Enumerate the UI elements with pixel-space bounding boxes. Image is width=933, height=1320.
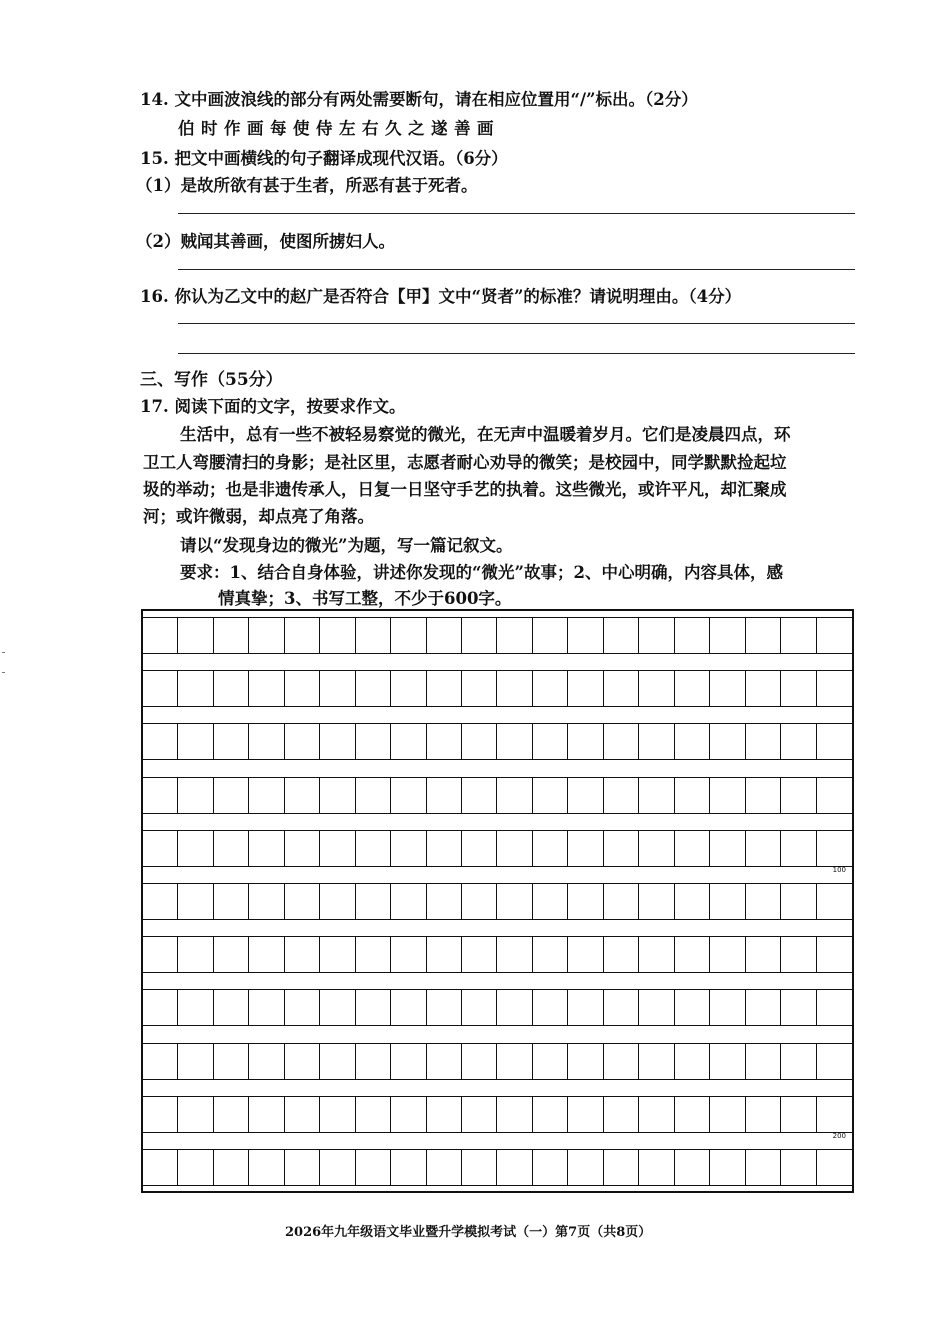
grid-cell[interactable] — [675, 990, 710, 1025]
grid-cell[interactable] — [568, 884, 603, 919]
grid-cell[interactable] — [249, 618, 284, 653]
grid-cell[interactable] — [427, 884, 462, 919]
grid-cell[interactable] — [533, 778, 568, 813]
grid-cell[interactable] — [817, 671, 852, 706]
grid-cell[interactable] — [498, 778, 533, 813]
grid-cell[interactable] — [568, 724, 603, 759]
grid-cell[interactable] — [710, 1097, 745, 1132]
grid-cell[interactable] — [817, 1150, 852, 1185]
grid-cell[interactable] — [178, 1044, 213, 1079]
grid-cell[interactable] — [391, 778, 426, 813]
grid-cell[interactable] — [710, 724, 745, 759]
grid-cell[interactable] — [249, 884, 284, 919]
grid-cell[interactable] — [568, 1097, 603, 1132]
grid-cell[interactable] — [639, 778, 674, 813]
grid-cell[interactable] — [356, 778, 391, 813]
grid-cell[interactable] — [746, 1150, 781, 1185]
composition-grid[interactable] — [141, 609, 854, 1193]
grid-cell[interactable] — [604, 724, 639, 759]
grid-cell[interactable] — [781, 671, 816, 706]
grid-cell[interactable] — [391, 1097, 426, 1132]
grid-cell[interactable] — [356, 618, 391, 653]
grid-cell[interactable] — [568, 1044, 603, 1079]
grid-cell[interactable] — [391, 884, 426, 919]
grid-cell[interactable] — [817, 990, 852, 1025]
grid-cell[interactable] — [214, 724, 249, 759]
prompt-paragraph-line: 河；或许微弱，却点亮了角落。 — [143, 507, 374, 526]
answer-line-15-1[interactable] — [178, 213, 855, 214]
grid-cell[interactable] — [143, 990, 178, 1025]
grid-cell[interactable] — [533, 1044, 568, 1079]
grid-cell[interactable] — [533, 618, 568, 653]
grid-cell[interactable] — [178, 724, 213, 759]
grid-cell[interactable] — [427, 671, 462, 706]
grid-cell[interactable] — [710, 884, 745, 919]
grid-cell[interactable] — [533, 831, 568, 866]
grid-cell[interactable] — [356, 990, 391, 1025]
grid-cell[interactable] — [746, 778, 781, 813]
grid-cell[interactable] — [285, 1150, 320, 1185]
grid-cell[interactable] — [356, 1097, 391, 1132]
grid-cell[interactable] — [427, 990, 462, 1025]
grid-cell[interactable] — [249, 937, 284, 972]
question-15-item-1: （1）是故所欲有甚于生者，所恶有甚于死者。 — [136, 176, 478, 195]
grid-cell[interactable] — [675, 724, 710, 759]
grid-row — [143, 936, 852, 973]
grid-cell[interactable] — [427, 1044, 462, 1079]
grid-cell[interactable] — [710, 1150, 745, 1185]
grid-row — [143, 1096, 852, 1133]
grid-cell[interactable] — [675, 671, 710, 706]
grid-cell[interactable] — [604, 1097, 639, 1132]
grid-cell[interactable] — [533, 990, 568, 1025]
page-footer: 2026年九年级语文毕业暨升学模拟考试（一）第7页（共8页） — [285, 1225, 652, 1240]
grid-cell[interactable] — [675, 937, 710, 972]
grid-cell[interactable] — [498, 1044, 533, 1079]
grid-cell[interactable] — [462, 1150, 497, 1185]
grid-cell[interactable] — [143, 1097, 178, 1132]
section-writing-title: 三、写作（55分） — [140, 370, 283, 390]
grid-cell[interactable] — [320, 1150, 355, 1185]
grid-cell[interactable] — [746, 937, 781, 972]
grid-cell[interactable] — [143, 1150, 178, 1185]
grid-cell[interactable] — [249, 990, 284, 1025]
grid-row — [143, 883, 852, 920]
grid-cell[interactable] — [356, 1150, 391, 1185]
grid-cell[interactable] — [604, 1150, 639, 1185]
grid-cell[interactable] — [604, 937, 639, 972]
grid-cell[interactable] — [214, 618, 249, 653]
grid-cell[interactable] — [427, 1150, 462, 1185]
grid-cell[interactable] — [604, 671, 639, 706]
grid-cell[interactable] — [604, 990, 639, 1025]
grid-row — [143, 989, 852, 1026]
grid-row — [143, 617, 852, 654]
grid-cell[interactable] — [214, 831, 249, 866]
grid-cell[interactable] — [604, 831, 639, 866]
grid-cell[interactable] — [285, 671, 320, 706]
grid-cell[interactable] — [639, 1150, 674, 1185]
grid-cell[interactable] — [427, 1097, 462, 1132]
grid-row — [143, 1149, 852, 1186]
grid-cell[interactable] — [143, 884, 178, 919]
grid-cell[interactable] — [285, 1097, 320, 1132]
grid-cell[interactable] — [462, 724, 497, 759]
grid-cell[interactable] — [675, 1097, 710, 1132]
grid-cell[interactable] — [178, 831, 213, 866]
grid-cell[interactable] — [639, 671, 674, 706]
grid-cell[interactable] — [391, 618, 426, 653]
grid-cell[interactable] — [568, 618, 603, 653]
grid-cell[interactable] — [498, 990, 533, 1025]
grid-cell[interactable] — [781, 618, 816, 653]
grid-cell[interactable] — [356, 1044, 391, 1079]
grid-cell[interactable] — [675, 618, 710, 653]
grid-cell[interactable] — [249, 1150, 284, 1185]
grid-cell[interactable] — [781, 1044, 816, 1079]
grid-cell[interactable] — [427, 618, 462, 653]
grid-cell[interactable] — [817, 937, 852, 972]
grid-cell[interactable] — [285, 884, 320, 919]
grid-cell[interactable] — [462, 884, 497, 919]
grid-cell[interactable] — [143, 778, 178, 813]
grid-cell[interactable] — [498, 884, 533, 919]
grid-cell[interactable] — [817, 1044, 852, 1079]
question-14-passage: 伯时作画每使侍左右久之遂善画 — [178, 119, 500, 138]
grid-cell[interactable] — [781, 1097, 816, 1132]
grid-cell[interactable] — [320, 884, 355, 919]
grid-cell[interactable] — [746, 1044, 781, 1079]
writing-requirements-line-2: 情真挚；3、书写工整，不少于600字。 — [218, 589, 512, 608]
grid-cell[interactable] — [817, 778, 852, 813]
grid-cell[interactable] — [214, 1097, 249, 1132]
grid-row — [143, 670, 852, 707]
grid-cell[interactable] — [498, 1097, 533, 1132]
grid-cell[interactable] — [320, 671, 355, 706]
prompt-paragraph-line: 圾的举动；也是非遗传承人，日复一日坚守手艺的执着。这些微光，或许平凡，却汇聚成 — [143, 480, 787, 499]
grid-cell[interactable] — [356, 884, 391, 919]
grid-cell[interactable] — [143, 831, 178, 866]
grid-cell[interactable] — [710, 1044, 745, 1079]
grid-row — [143, 723, 852, 760]
grid-cell[interactable] — [639, 618, 674, 653]
answer-line-16-2[interactable] — [178, 353, 855, 354]
grid-cell[interactable] — [781, 990, 816, 1025]
grid-cell[interactable] — [320, 831, 355, 866]
grid-cell[interactable] — [710, 990, 745, 1025]
grid-cell[interactable] — [462, 831, 497, 866]
grid-cell[interactable] — [746, 671, 781, 706]
grid-cell[interactable] — [214, 990, 249, 1025]
question-17-prompt: 17. 阅读下面的文字，按要求作文。 — [140, 397, 406, 416]
grid-cell[interactable] — [639, 1097, 674, 1132]
grid-cell[interactable] — [391, 937, 426, 972]
grid-cell[interactable] — [285, 1044, 320, 1079]
grid-cell[interactable] — [533, 937, 568, 972]
grid-row — [143, 1043, 852, 1080]
answer-line-15-2[interactable] — [178, 269, 855, 270]
grid-cell[interactable] — [710, 671, 745, 706]
grid-cell[interactable] — [781, 724, 816, 759]
grid-cell[interactable] — [249, 1044, 284, 1079]
grid-cell[interactable] — [249, 1097, 284, 1132]
grid-cell[interactable] — [639, 831, 674, 866]
grid-cell[interactable] — [214, 1150, 249, 1185]
grid-cell[interactable] — [498, 937, 533, 972]
grid-row — [143, 830, 852, 867]
grid-cell[interactable] — [498, 1150, 533, 1185]
grid-cell[interactable] — [568, 937, 603, 972]
grid-cell[interactable] — [675, 778, 710, 813]
prompt-paragraph-line: 卫工人弯腰清扫的身影；是社区里，志愿者耐心劝导的微笑；是校园中，同学默默捡起垃 — [143, 453, 787, 472]
grid-cell[interactable] — [817, 884, 852, 919]
grid-cell[interactable] — [639, 884, 674, 919]
grid-cell[interactable] — [639, 1044, 674, 1079]
grid-cell[interactable] — [568, 1150, 603, 1185]
grid-cell[interactable] — [462, 778, 497, 813]
grid-cell[interactable] — [427, 831, 462, 866]
grid-cell[interactable] — [143, 618, 178, 653]
grid-cell[interactable] — [533, 884, 568, 919]
grid-cell[interactable] — [391, 831, 426, 866]
grid-cell[interactable] — [214, 778, 249, 813]
grid-cell[interactable] — [781, 1150, 816, 1185]
grid-cell[interactable] — [462, 990, 497, 1025]
grid-cell[interactable] — [462, 671, 497, 706]
grid-cell[interactable] — [320, 1097, 355, 1132]
grid-cell[interactable] — [178, 618, 213, 653]
grid-cell[interactable] — [710, 618, 745, 653]
grid-cell[interactable] — [320, 1044, 355, 1079]
grid-cell[interactable] — [639, 990, 674, 1025]
grid-cell[interactable] — [498, 724, 533, 759]
question-15-item-2: （2）贼闻其善画，使图所掳妇人。 — [136, 232, 395, 251]
grid-cell[interactable] — [285, 937, 320, 972]
grid-cell[interactable] — [178, 937, 213, 972]
grid-cell[interactable] — [675, 1150, 710, 1185]
grid-cell[interactable] — [746, 884, 781, 919]
grid-cell[interactable] — [178, 778, 213, 813]
grid-cell[interactable] — [214, 671, 249, 706]
grid-cell[interactable] — [710, 778, 745, 813]
grid-cell[interactable] — [781, 831, 816, 866]
grid-cell[interactable] — [498, 671, 533, 706]
grid-cell[interactable] — [320, 937, 355, 972]
grid-cell[interactable] — [675, 1044, 710, 1079]
answer-line-16-1[interactable] — [178, 323, 855, 324]
grid-cell[interactable] — [781, 884, 816, 919]
grid-cell[interactable] — [391, 1150, 426, 1185]
grid-cell[interactable] — [675, 831, 710, 866]
grid-cell[interactable] — [533, 1097, 568, 1132]
grid-cell[interactable] — [143, 1044, 178, 1079]
grid-cell[interactable] — [178, 990, 213, 1025]
grid-cell[interactable] — [675, 884, 710, 919]
grid-cell[interactable] — [533, 671, 568, 706]
scan-edge-mark — [2, 652, 5, 653]
grid-cell[interactable] — [427, 937, 462, 972]
writing-instruction: 请以“发现身边的微光”为题，写一篇记叙文。 — [180, 536, 513, 555]
grid-cell[interactable] — [746, 724, 781, 759]
grid-cell[interactable] — [391, 1044, 426, 1079]
grid-cell[interactable] — [746, 1097, 781, 1132]
grid-cell[interactable] — [817, 724, 852, 759]
grid-cell[interactable] — [817, 618, 852, 653]
question-16-prompt: 16. 你认为乙文中的赵广是否符合【甲】文中“贤者”的标准？请说明理由。（4分） — [140, 287, 742, 306]
grid-cell[interactable] — [356, 671, 391, 706]
grid-cell[interactable] — [568, 778, 603, 813]
grid-cell[interactable] — [320, 618, 355, 653]
grid-cell[interactable] — [639, 937, 674, 972]
grid-cell[interactable] — [781, 778, 816, 813]
writing-requirements-line-1: 要求：1、结合自身体验，讲述你发现的“微光”故事；2、中心明确，内容具体，感 — [180, 563, 783, 582]
grid-cell[interactable] — [462, 1097, 497, 1132]
grid-cell[interactable] — [817, 1097, 852, 1132]
grid-cell[interactable] — [498, 618, 533, 653]
grid-cell[interactable] — [320, 990, 355, 1025]
grid-cell[interactable] — [391, 671, 426, 706]
grid-cell[interactable] — [249, 831, 284, 866]
grid-cell[interactable] — [817, 831, 852, 866]
grid-cell[interactable] — [746, 618, 781, 653]
grid-row — [143, 777, 852, 814]
grid-cell[interactable] — [214, 884, 249, 919]
grid-cell[interactable] — [710, 937, 745, 972]
grid-cell[interactable] — [391, 990, 426, 1025]
question-15-prompt: 15. 把文中画横线的句子翻译成现代汉语。（6分） — [140, 149, 508, 168]
grid-cell[interactable] — [285, 724, 320, 759]
grid-cell[interactable] — [143, 724, 178, 759]
grid-cell[interactable] — [568, 990, 603, 1025]
grid-cell[interactable] — [249, 671, 284, 706]
grid-cell[interactable] — [427, 778, 462, 813]
grid-cell[interactable] — [320, 724, 355, 759]
grid-cell[interactable] — [781, 937, 816, 972]
grid-cell[interactable] — [533, 724, 568, 759]
grid-cell[interactable] — [178, 1150, 213, 1185]
grid-cell[interactable] — [746, 990, 781, 1025]
grid-cell[interactable] — [356, 831, 391, 866]
grid-cell[interactable] — [143, 937, 178, 972]
grid-cell[interactable] — [746, 831, 781, 866]
grid-cell[interactable] — [249, 724, 284, 759]
grid-cell[interactable] — [214, 937, 249, 972]
grid-cell[interactable] — [178, 671, 213, 706]
grid-cell[interactable] — [391, 724, 426, 759]
grid-cell[interactable] — [462, 618, 497, 653]
grid-cell[interactable] — [604, 884, 639, 919]
question-14-prompt: 14. 文中画波浪线的部分有两处需要断句，请在相应位置用“/”标出。（2分） — [140, 90, 698, 109]
grid-cell[interactable] — [285, 831, 320, 866]
grid-cell[interactable] — [568, 671, 603, 706]
scan-edge-mark — [2, 672, 5, 673]
grid-cell[interactable] — [178, 1097, 213, 1132]
grid-cell[interactable] — [710, 831, 745, 866]
grid-cell[interactable] — [462, 1044, 497, 1079]
prompt-paragraph-line: 生活中，总有一些不被轻易察觉的微光，在无声中温暖着岁月。它们是凌晨四点，环 — [180, 425, 791, 444]
grid-cell[interactable] — [320, 778, 355, 813]
character-count-mark: 100 — [832, 865, 846, 874]
grid-cell[interactable] — [285, 778, 320, 813]
grid-cell[interactable] — [214, 1044, 249, 1079]
character-count-mark: 200 — [832, 1131, 846, 1140]
grid-cell[interactable] — [356, 724, 391, 759]
grid-cell[interactable] — [356, 937, 391, 972]
grid-cell[interactable] — [498, 831, 533, 866]
grid-cell[interactable] — [462, 937, 497, 972]
grid-cell[interactable] — [285, 618, 320, 653]
grid-cell[interactable] — [285, 990, 320, 1025]
grid-cell[interactable] — [249, 778, 284, 813]
grid-cell[interactable] — [143, 671, 178, 706]
grid-cell[interactable] — [604, 1044, 639, 1079]
grid-cell[interactable] — [604, 778, 639, 813]
grid-cell[interactable] — [604, 618, 639, 653]
grid-cell[interactable] — [639, 724, 674, 759]
grid-cell[interactable] — [568, 831, 603, 866]
grid-cell[interactable] — [533, 1150, 568, 1185]
grid-cell[interactable] — [427, 724, 462, 759]
grid-cell[interactable] — [178, 884, 213, 919]
